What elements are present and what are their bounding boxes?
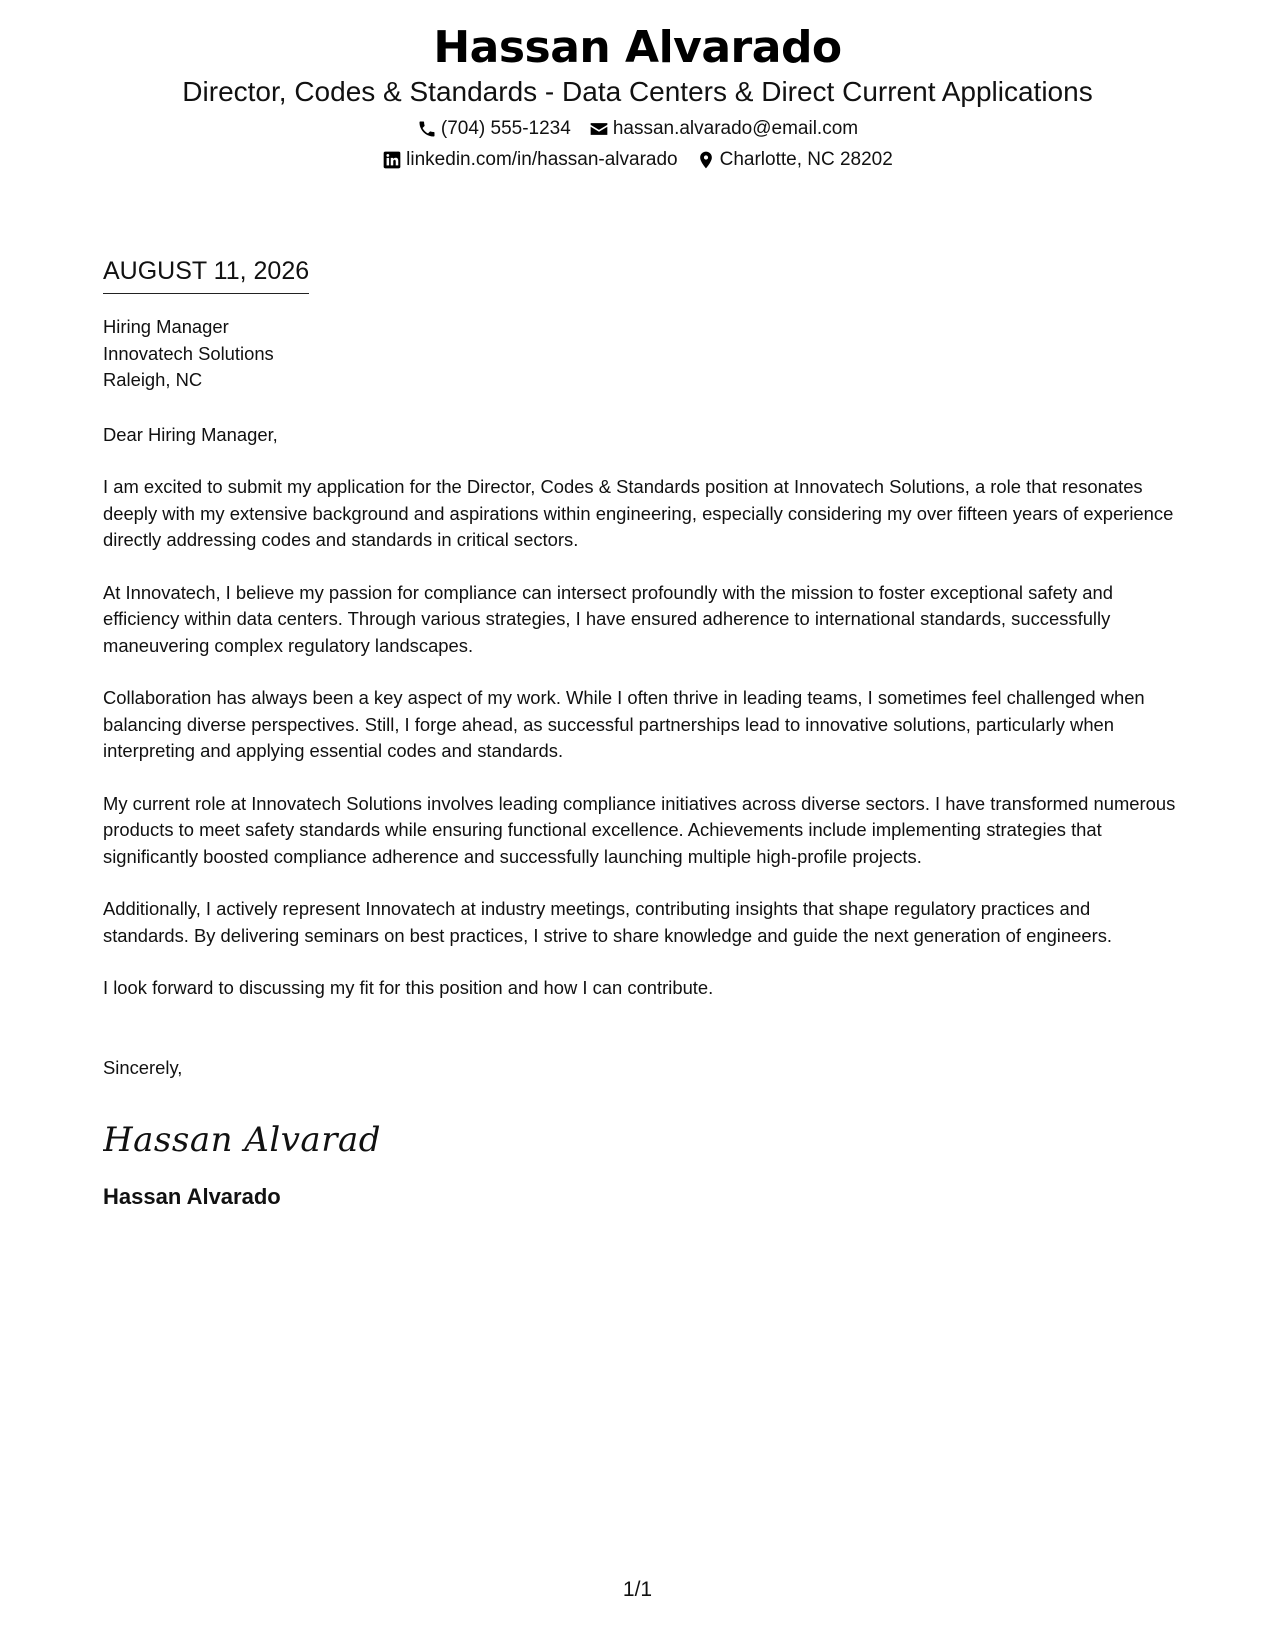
body-paragraph: Additionally, I actively represent Innovatech at industry meetings, contributing insights that shape regulatory practices and standards. By delivering seminars on best practices, I strive to share knowledge and guide the next generation of engineers. xyxy=(103,898,1113,946)
handwritten-signature xyxy=(103,1111,1178,1167)
phone-icon xyxy=(417,119,437,139)
body-paragraph: I look forward to discussing my fit for this position and how I can contribute. xyxy=(103,977,714,998)
body-paragraph: Collaboration has always been a key aspect of my work. While I often thrive in leading teams, I sometimes feel challenged when balancing diverse perspectives. Still, I forge ahead, as successful partnerships lead to innovative solutions, particularly when interpreting and applying essential codes and standards. xyxy=(103,687,1145,761)
closing: Sincerely, xyxy=(103,1056,183,1078)
contact-phone xyxy=(417,117,571,141)
contact-email[interactable] xyxy=(589,117,858,141)
linkedin-url[interactable]: linkedin.com/in/hassan-alvarado xyxy=(406,149,678,170)
recipient-block xyxy=(103,314,1178,394)
signed-name: Hassan Alvarado xyxy=(103,1184,281,1209)
envelope-icon xyxy=(589,119,609,139)
contact-row-primary xyxy=(0,117,1275,141)
salutation: Dear Hiring Manager, xyxy=(103,423,278,445)
linkedin-icon xyxy=(382,150,402,170)
contact-location xyxy=(696,148,893,172)
recipient-line: Raleigh, NC xyxy=(103,369,203,390)
letter-body xyxy=(103,255,1178,1211)
signature-text: Hassan Alvarad xyxy=(103,1120,381,1160)
page-number: 1/1 xyxy=(622,1578,653,1601)
applicant-name: Hassan Alvarado xyxy=(433,22,842,73)
recipient-line: Hiring Manager xyxy=(103,316,229,337)
recipient-line: Innovatech Solutions xyxy=(103,342,274,364)
body-paragraph: My current role at Innovatech Solutions involves leading compliance initiatives across diverse sectors. I have transformed numerous products to meet safety standards while ensuring functional excellence. Achievements include implementing strategies that significantly boosted compliance adherence and successfully launching multiple high-profile projects. xyxy=(103,792,1176,867)
contact-row-secondary xyxy=(0,148,1275,172)
location-text: Charlotte, NC 28202 xyxy=(719,149,893,170)
phone-number: (704) 555-1234 xyxy=(440,118,571,139)
email-address[interactable]: hassan.alvarado@email.com xyxy=(612,118,859,139)
body-paragraph: At Innovatech, I believe my passion for compliance can intersect profoundly with the mission to foster exceptional safety and efficiency within data centers. Through various strategies, I have ensured adherence to international standards, successfully maneuvering complex regulatory landscapes. xyxy=(103,581,1113,656)
map-marker-icon xyxy=(696,150,716,170)
job-title: Director, Codes & Standards - Data Centers & Direct Current Applications xyxy=(182,76,1093,107)
letter-header xyxy=(0,20,1275,172)
body-paragraph: I am excited to submit my application for the Director, Codes & Standards position at Innovatech Solutions, a role that resonates deeply with my extensive background and aspirations within engineering, especially considering my over fifteen years of experience directly addressing codes and standards in critical sectors. xyxy=(103,476,1174,550)
letter-date: AUGUST 11, 2026 xyxy=(103,255,309,294)
contact-linkedin[interactable] xyxy=(382,148,677,172)
